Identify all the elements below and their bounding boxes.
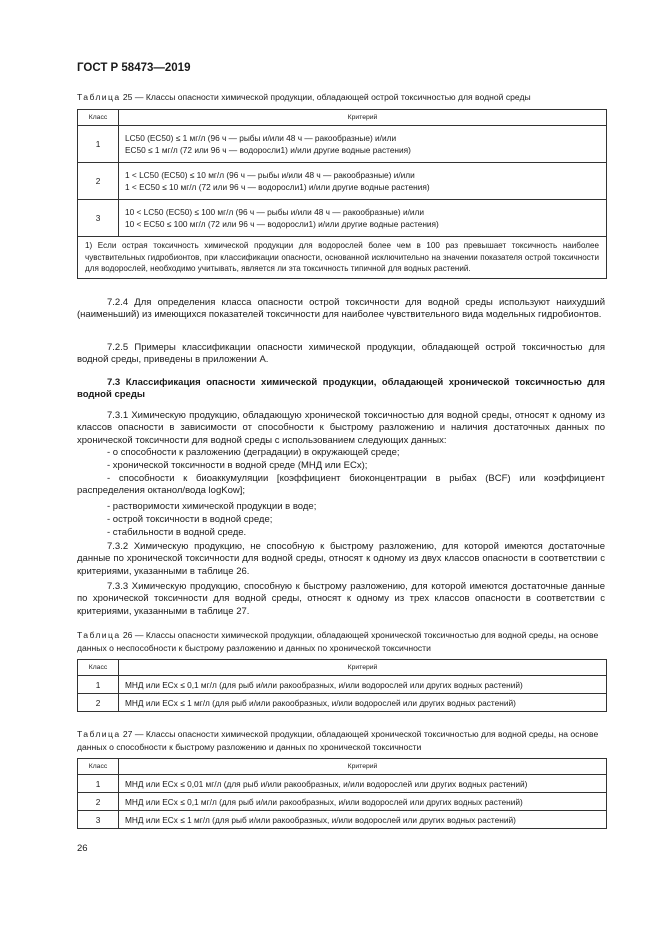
table-27-caption: Таблица 27 — Классы опасности химической продукции, обладающей хронической токсичностью для водной среды, на основе данных о способности к быстрому разложению и данных по хронической токсичности: [77, 729, 599, 752]
table-row: [78, 793, 607, 811]
list-item: - острой токсичности в водной среде;: [107, 514, 273, 525]
table-row: [78, 163, 607, 200]
class-cell: 1: [78, 126, 119, 163]
table-row: [78, 694, 607, 712]
section-heading-7-3: 7.3 Классификация опасности химической продукции, обладающей хронической токсичностью для водной среды: [77, 377, 605, 401]
table-row: [78, 200, 607, 237]
criterion-cell: МНД или ECx ≤ 0,1 мг/л (для рыб и/или ракообразных, и/или водорослей или других водных растений): [119, 793, 607, 811]
column-header-class: Класс: [78, 110, 119, 126]
column-header-criterion: Критерий: [119, 660, 607, 676]
column-header-criterion: Критерий: [119, 110, 607, 126]
list-item: - о способности к разложению (деградации) в окружающей среде;: [107, 447, 400, 458]
criterion-cell: МНД или ECx ≤ 0,01 мг/л (для рыб и/или ракообразных, и/или водорослей или других водных растений): [119, 775, 607, 793]
criterion-cell: 1 < LC50 (EC50) ≤ 10 мг/л (96 ч — рыбы и/или 48 ч — ракообразные) и/или 1 < ЕС50 ≤ 10 мг/л (72 или 96 ч — водоросли1) и/или другие водные растения): [119, 163, 607, 200]
table-row: [78, 676, 607, 694]
criterion-cell: МНД или ECx ≤ 1 мг/л (для рыб и/или ракообразных, и/или водорослей или других водных растений): [119, 694, 607, 712]
table-footnote: 1) Если острая токсичность химической продукции для водорослей более чем в 100 раз превышает токсичность наиболее чувствительных гидробионтов, при классификации опасности, основанной исключительно на значении показателя острой токсичности для водорослей, необходимо учитывать, является ли эта токсичность типичной для водных растений.: [78, 237, 607, 279]
table-row: [78, 126, 607, 163]
column-header-class: Класс: [78, 759, 119, 775]
criterion-cell: МНД или ECx ≤ 0,1 мг/л (для рыб и/или ракообразных, и/или водорослей или других водных растений): [119, 676, 607, 694]
list-item: - стабильности в водной среде.: [107, 527, 247, 538]
column-header-criterion: Критерий: [119, 759, 607, 775]
paragraph-7-2-5: 7.2.5 Примеры классификации опасности химической продукции, обладающей острой токсичностью для водной среды, приведены в приложении А.: [77, 342, 605, 366]
list-item: - растворимости химической продукции в воде;: [107, 501, 317, 512]
class-cell: 2: [78, 694, 119, 712]
table-row: [78, 775, 607, 793]
paragraph-7-2-4: 7.2.4 Для определения класса опасности острой токсичности для водной среды используют наихудший (наименьший) из имеющихся показателей токсичности для наиболее чувствительного вида модельных гидробионтов.: [77, 297, 605, 321]
page-number: 26: [77, 843, 88, 854]
table-25: [77, 109, 607, 279]
criterion-cell: МНД или ECx ≤ 1 мг/л (для рыб и/или ракообразных, и/или водорослей или других водных растений): [119, 811, 607, 829]
criterion-cell: LC50 (EC50) ≤ 1 мг/л (96 ч — рыбы и/или 48 ч — ракообразные) и/или ЕС50 ≤ 1 мг/л (72 или 96 ч — водоросли1) и/или другие водные растения): [119, 126, 607, 163]
list-item: - способности к биоаккумуляции [коэффициент биоконцентрации в рыбах (BCF) или коэффициент распределения октанол/вода logKow];: [77, 473, 605, 497]
class-cell: 2: [78, 163, 119, 200]
document-header: ГОСТ Р 58473—2019: [77, 62, 191, 74]
class-cell: 3: [78, 811, 119, 829]
paragraph-7-3-3: 7.3.3 Химическую продукцию, способную к быстрому разложению, для которой имеются достаточные данные по хронической токсичности для водной среды, относят к одному из трех классов опасности в соответствии с критериями, указанными в таблице 27.: [77, 581, 605, 617]
paragraph-7-3-2: 7.3.2 Химическую продукцию, не способную к быстрому разложению, для которой имеются достаточные данные по хронической токсичности для водной среды, относят к одному из двух классов опасности в соответствии с критериями, указанными в таблице 26.: [77, 541, 605, 577]
class-cell: 1: [78, 775, 119, 793]
class-cell: 2: [78, 793, 119, 811]
column-header-class: Класс: [78, 660, 119, 676]
table-25-caption: Таблица 25 — Классы опасности химической продукции, обладающей острой токсичностью для водной среды: [77, 92, 531, 102]
table-26-caption: Таблица 26 — Классы опасности химической продукции, обладающей хронической токсичностью для водной среды, на основе данных о неспособности к быстрому разложению и данных по хронической токсичности: [77, 630, 599, 653]
table-row: [78, 811, 607, 829]
class-cell: 3: [78, 200, 119, 237]
list-item: - хронической токсичности в водной среде (МНД или ЕСx);: [107, 460, 368, 471]
criterion-cell: 10 < LC50 (EC50) ≤ 100 мг/л (96 ч — рыбы и/или 48 ч — ракообразные) и/или 10 < ЕС50 ≤ 100 мг/л (72 или 96 ч — водоросли1) и/или другие водные растения): [119, 200, 607, 237]
table-26: [77, 659, 607, 712]
table-27: [77, 758, 607, 829]
paragraph-7-3-1: 7.3.1 Химическую продукцию, обладающую хронической токсичностью для водной среды, относят к одному из классов опасности в зависимости от способности к быстрому разложению и наличия достаточных данных по хронической токсичности для водной среды с использованием следующих данных:: [77, 410, 605, 446]
class-cell: 1: [78, 676, 119, 694]
